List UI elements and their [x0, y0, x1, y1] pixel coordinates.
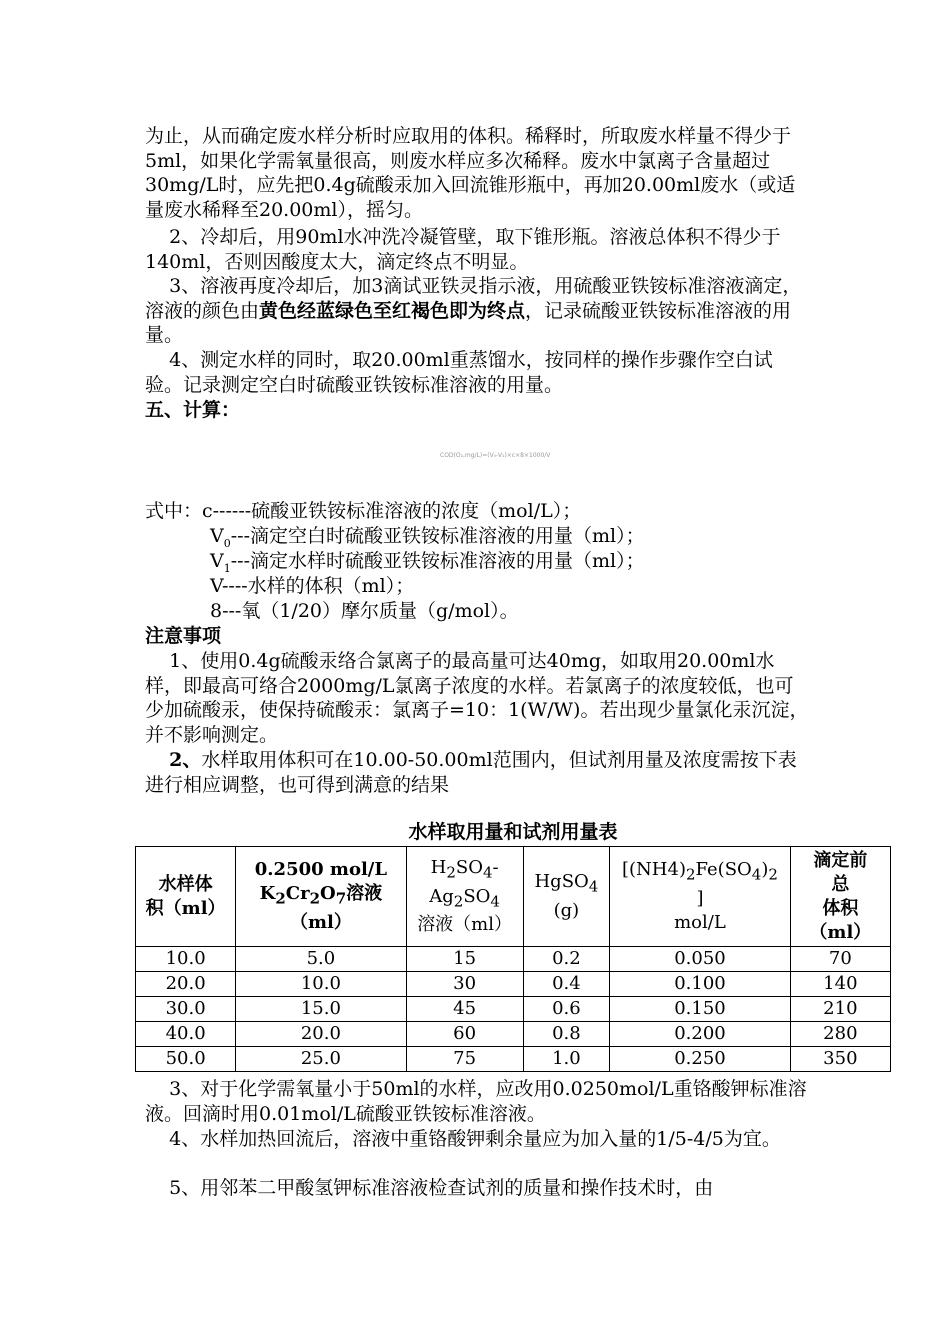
paragraph-step-2: 2、冷却后，用90ml水冲洗冷凝管壁，取下锥形瓶。溶液总体积不得少于140ml，否则因酸度太大，滴定终点不明显。: [145, 226, 781, 273]
note-2: [145, 748, 810, 797]
step-3-endpoint: 黄色经蓝绿色至红褐色即为终点: [259, 299, 526, 322]
header-sample-volume: 水样体 积（ml）: [136, 847, 236, 947]
note-4: 4、水样加热回流后，溶液中重铬酸钾剩余量应为加入量的1/5-4/5为宜。: [145, 1128, 781, 1150]
paragraph-step-3: [145, 274, 810, 348]
formula-image: [440, 448, 590, 460]
step-3-text-c: ，记录硫酸亚铁铵标准溶液的用量。: [145, 299, 792, 346]
header-hgso4: HgSO$_4$ (g): [523, 847, 610, 947]
variable-v: V----水样的体积（ml）；: [210, 575, 415, 597]
header-dichromate: 0.2500 mol/L $K_2Cr_2O_7$溶液 （ml）: [236, 847, 406, 947]
paragraph-dilution: 为止，从而确定废水样分析时应取用的体积。稀释时，所取废水样量不得少于5ml，如果化学需氧量很高，则废水样应多次稀释。废水中氯离子含量超过30mg/L时，应先把0.4g硫酸汞加入回流锥形瓶中，再加20.00ml废水（或适量废水稀释至20.00ml），摇匀。: [145, 125, 796, 221]
note-3: 3、对于化学需氧量小于50ml的水样，应改用0.0250mol/L重铬酸钾标准溶液。回滴时用0.01mol/L硫酸亚铁铵标准溶液。: [145, 1078, 807, 1125]
note-2-number: 2、: [169, 749, 202, 771]
table-row: 20.0 10.0 30 0.4 0.100 140: [136, 972, 891, 997]
notes-heading: 注意事项: [145, 625, 222, 647]
variable-v0: $V_0---$滴定空白时硫酸亚铁铵标准溶液的用量（ml）；: [210, 525, 645, 550]
step-3-text-a: 3、溶液再度冷却后，加3滴试亚铁灵指示液，用硫酸亚铁铵标准溶液滴定，溶液的颜色由: [145, 275, 802, 322]
note-1: 1、使用0.4g硫酸汞络合氯离子的最高量可达40mg，如取用20.00ml水样，即最高可络合2000mg/L氯离子浓度的水样。若氯离子的浓度较低，也可少加硫酸汞，使保持硫酸汞：氯离子=10：1(W/W)。若出现少量氯化汞沉淀，并不影响测定。: [145, 650, 809, 746]
table-header-row: [136, 847, 891, 947]
reagent-table: [135, 846, 891, 1072]
table-title: 水样取用量和试剂用量表: [408, 821, 618, 843]
paragraph-step-4: 4、测定水样的同时，取20.00ml重蒸馏水，按同样的操作步骤作空白试验。记录测定空白时硫酸亚铁铵标准溶液的用量。: [145, 349, 773, 396]
header-total-volume: 滴定前 总 体积 （ml）: [790, 847, 890, 947]
note-5: 5、用邻苯二甲酸氢钾标准溶液检查试剂的质量和操作技术时，由: [145, 1177, 714, 1199]
table-row: 50.0 25.0 75 1.0 0.250 350: [136, 1047, 891, 1072]
section-5-heading: 五、计算：: [145, 399, 241, 421]
note-2-text: 水样取用体积可在10.00-50.00ml范围内，但试剂用量及浓度需按下表进行相应调整，也可得到满意的结果: [145, 749, 797, 796]
variable-v1: $V_1---$滴定水样时硫酸亚铁铵标准溶液的用量（ml）；: [210, 550, 645, 575]
header-fas: [$(NH4)_2Fe(SO_4)_2$ ] mol/L: [610, 847, 791, 947]
formula-caption: COD(O₂,mg/L)=(V₀-V₁)×c×8×1000/V: [440, 452, 551, 459]
table-row: 40.0 20.0 60 0.8 0.200 280: [136, 1022, 891, 1047]
header-sulfuric-silver: $H_2SO_4-$ $Ag_2SO_4$ 溶液（ml）: [406, 847, 523, 947]
variable-8: 8---氧（1/20）摩尔质量（g/mol）。: [210, 600, 519, 622]
variable-c: 式中：c------硫酸亚铁铵标准溶液的浓度（mol/L）；: [145, 500, 582, 522]
table-row: 10.0 5.0 15 0.2 0.050 70: [136, 947, 891, 972]
table-row: 30.0 15.0 45 0.6 0.150 210: [136, 997, 891, 1022]
